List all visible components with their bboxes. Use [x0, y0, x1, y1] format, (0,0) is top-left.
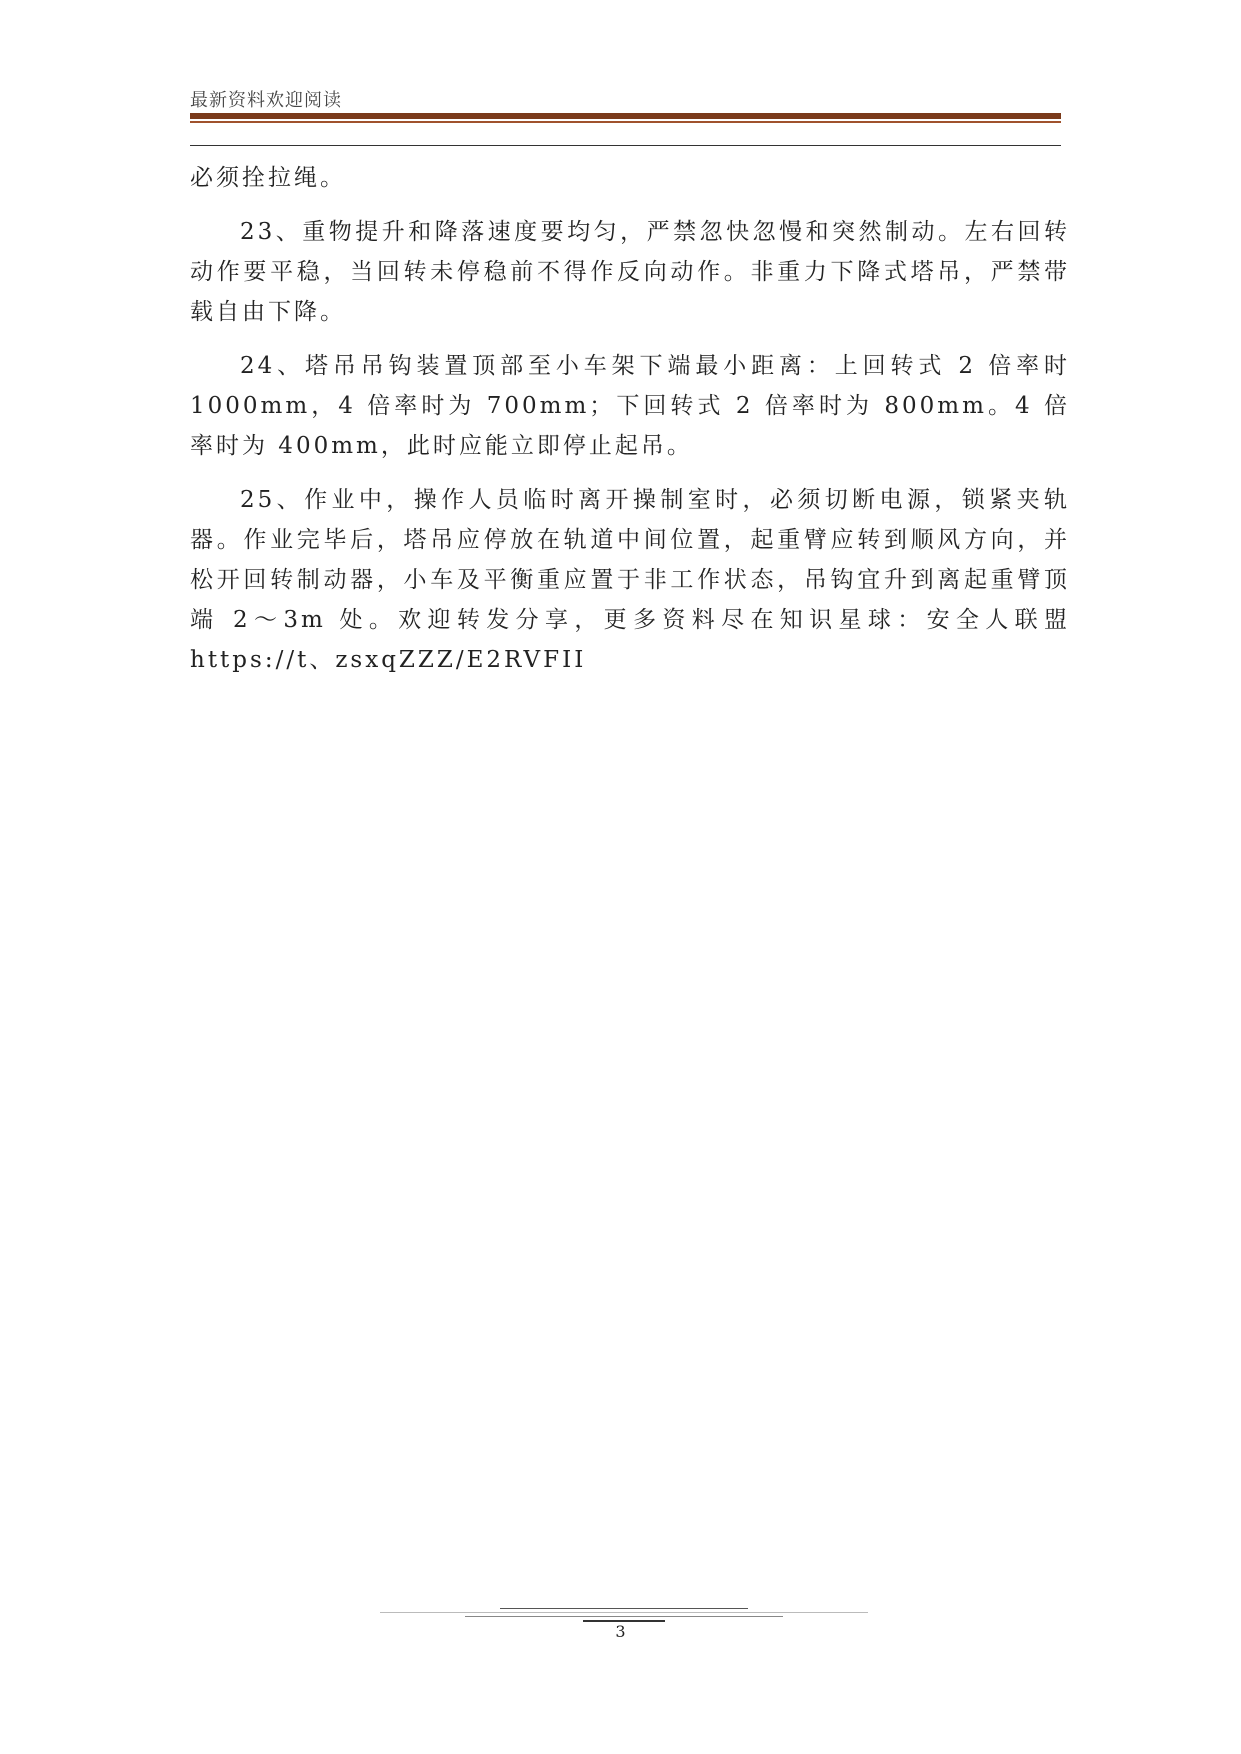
paragraph-24: 24、塔吊吊钩装置顶部至小车架下端最小距离：上回转式 2 倍率时 1000mm，4 倍率时为 700mm；下回转式 2 倍率时为 800mm。4 倍率时为 400mm，此时应能立即停止起吊。 — [190, 353, 1070, 459]
footer-rule — [500, 1608, 748, 1609]
header-rule-black — [190, 145, 1061, 146]
header-rule-thick — [190, 113, 1061, 119]
paragraph-25: 25、作业中，操作人员临时离开操制室时，必须切断电源，锁紧夹轨器。作业完毕后，塔吊应停放在轨道中间位置，起重臂应转到顺风方向，并松开回转制动器，小车及平衡重应置于非工作状态，吊钩宜升到离起重臂顶端 2～3m 处。欢迎转发分享，更多资料尽在知识星球：安全人联盟 https://t、zsxqZZZ/E2RVFII — [190, 487, 1070, 673]
document-body — [190, 158, 1070, 694]
paragraph-23: 23、重物提升和降落速度要均匀，严禁忽快忽慢和突然制动。左右回转动作要平稳，当回转未停稳前不得作反向动作。非重力下降式塔吊，严禁带载自由下降。 — [190, 219, 1070, 325]
page-number: 3 — [615, 1622, 626, 1641]
header-rule-thin — [190, 121, 1061, 123]
footer-rule — [380, 1612, 868, 1613]
page-header: 最新资料欢迎阅读 — [190, 90, 342, 111]
paragraph-continuation: 必须拴拉绳。 — [190, 165, 346, 191]
footer-rule — [465, 1616, 783, 1617]
